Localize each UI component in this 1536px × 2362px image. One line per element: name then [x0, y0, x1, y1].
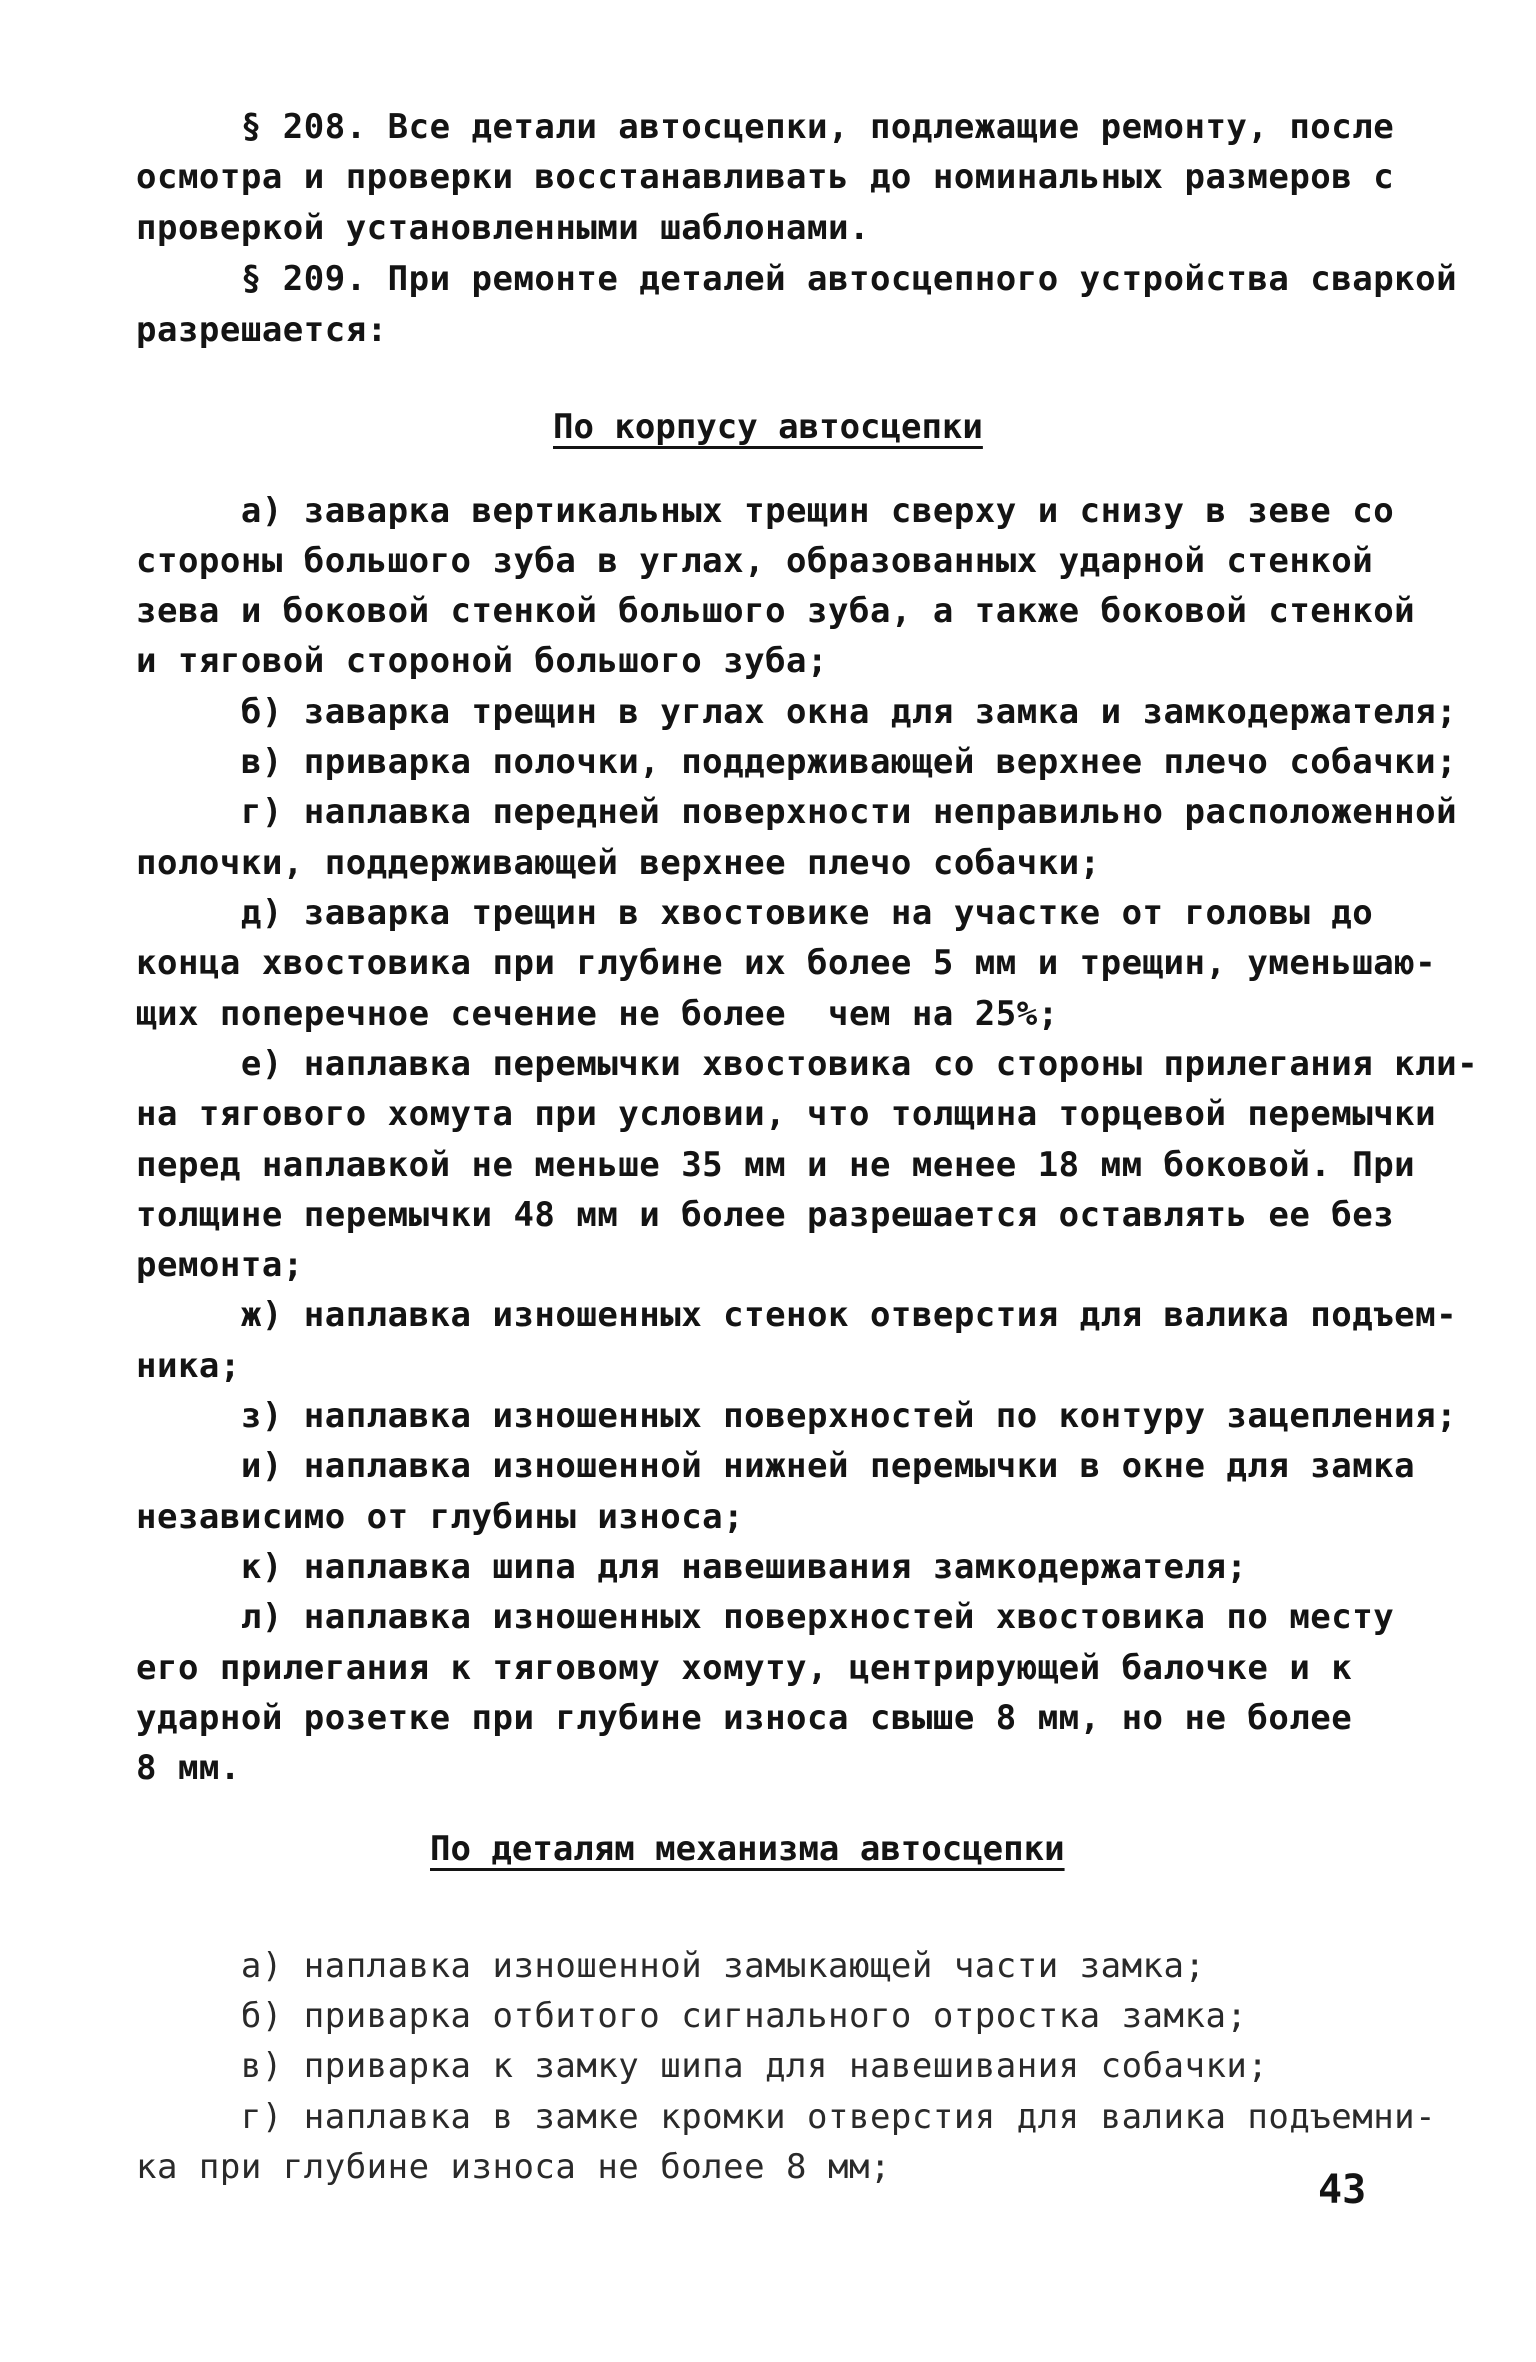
- text-line: стороны большого зуба в углах, образованных ударной стенкой: [136, 541, 1374, 581]
- section-heading-body: По корпусу автосцепки: [553, 407, 983, 447]
- text-line: е) наплавка перемычки хвостовика со стороны прилегания кли-: [136, 1044, 1479, 1084]
- text-line: зева и боковой стенкой большого зуба, а также боковой стенкой: [136, 591, 1416, 631]
- text-line: осмотра и проверки восстанавливать до номинальных размеров с: [136, 157, 1395, 197]
- text-line: и) наплавка изношенной нижней перемычки в окне для замка: [136, 1446, 1416, 1486]
- text-line: конца хвостовика при глубине их более 5 мм и трещин, уменьшаю-: [136, 943, 1437, 983]
- text-line: щих поперечное сечение не более чем на 25%;: [136, 994, 1059, 1034]
- text-line: ж) наплавка изношенных стенок отверстия для валика подъем-: [136, 1295, 1458, 1335]
- text-line: д) заварка трещин в хвостовике на участке от головы до: [136, 893, 1374, 933]
- text-line: ка при глубине износа не более 8 мм;: [136, 2147, 891, 2187]
- text-line: ремонта;: [136, 1245, 304, 1285]
- text-line: толщине перемычки 48 мм и более разрешается оставлять ее без: [136, 1195, 1395, 1235]
- text-line: б) приварка отбитого сигнального отростка замка;: [136, 1996, 1248, 2036]
- text-line: л) наплавка изношенных поверхностей хвостовика по месту: [136, 1597, 1395, 1637]
- text-line: его прилегания к тяговому хомуту, центрирующей балочке и к: [136, 1648, 1353, 1688]
- text-line: на тягового хомута при условии, что толщина торцевой перемычки: [136, 1094, 1437, 1134]
- text-line: г) наплавка передней поверхности неправильно расположенной: [136, 792, 1458, 832]
- text-line: а) наплавка изношенной замыкающей части замка;: [136, 1946, 1206, 1986]
- text-line: г) наплавка в замке кромки отверстия для валика подъемни-: [136, 2097, 1437, 2137]
- text-line: б) заварка трещин в углах окна для замка и замкодержателя;: [136, 692, 1458, 732]
- text-line: перед наплавкой не меньше 35 мм и не менее 18 мм боковой. При: [136, 1145, 1416, 1185]
- text-line: и тяговой стороной большого зуба;: [136, 641, 829, 681]
- section-heading-mechanism: По деталям механизма автосцепки: [430, 1829, 1065, 1869]
- text-line: ника;: [136, 1346, 241, 1386]
- text-line: разрешается:: [136, 310, 388, 350]
- text-line: независимо от глубины износа;: [136, 1497, 745, 1537]
- text-line: полочки, поддерживающей верхнее плечо собачки;: [136, 843, 1101, 883]
- text-line: § 208. Все детали автосцепки, подлежащие ремонту, после: [136, 107, 1395, 147]
- text-line: а) заварка вертикальных трещин сверху и снизу в зеве со: [136, 491, 1395, 531]
- text-line: в) приварка полочки, поддерживающей верхнее плечо собачки;: [136, 742, 1458, 782]
- text-line: к) наплавка шипа для навешивания замкодержателя;: [136, 1547, 1248, 1587]
- text-line: ударной розетке при глубине износа свыше 8 мм, но не более: [136, 1698, 1353, 1738]
- page-number: 43: [1318, 2167, 1367, 2213]
- text-line: проверкой установленными шаблонами.: [136, 208, 870, 248]
- text-line: в) приварка к замку шипа для навешивания собачки;: [136, 2046, 1269, 2086]
- text-line: § 209. При ремонте деталей автосцепного устройства сваркой: [136, 259, 1458, 299]
- text-line: 8 мм.: [136, 1748, 241, 1788]
- text-line: з) наплавка изношенных поверхностей по контуру зацепления;: [136, 1396, 1458, 1436]
